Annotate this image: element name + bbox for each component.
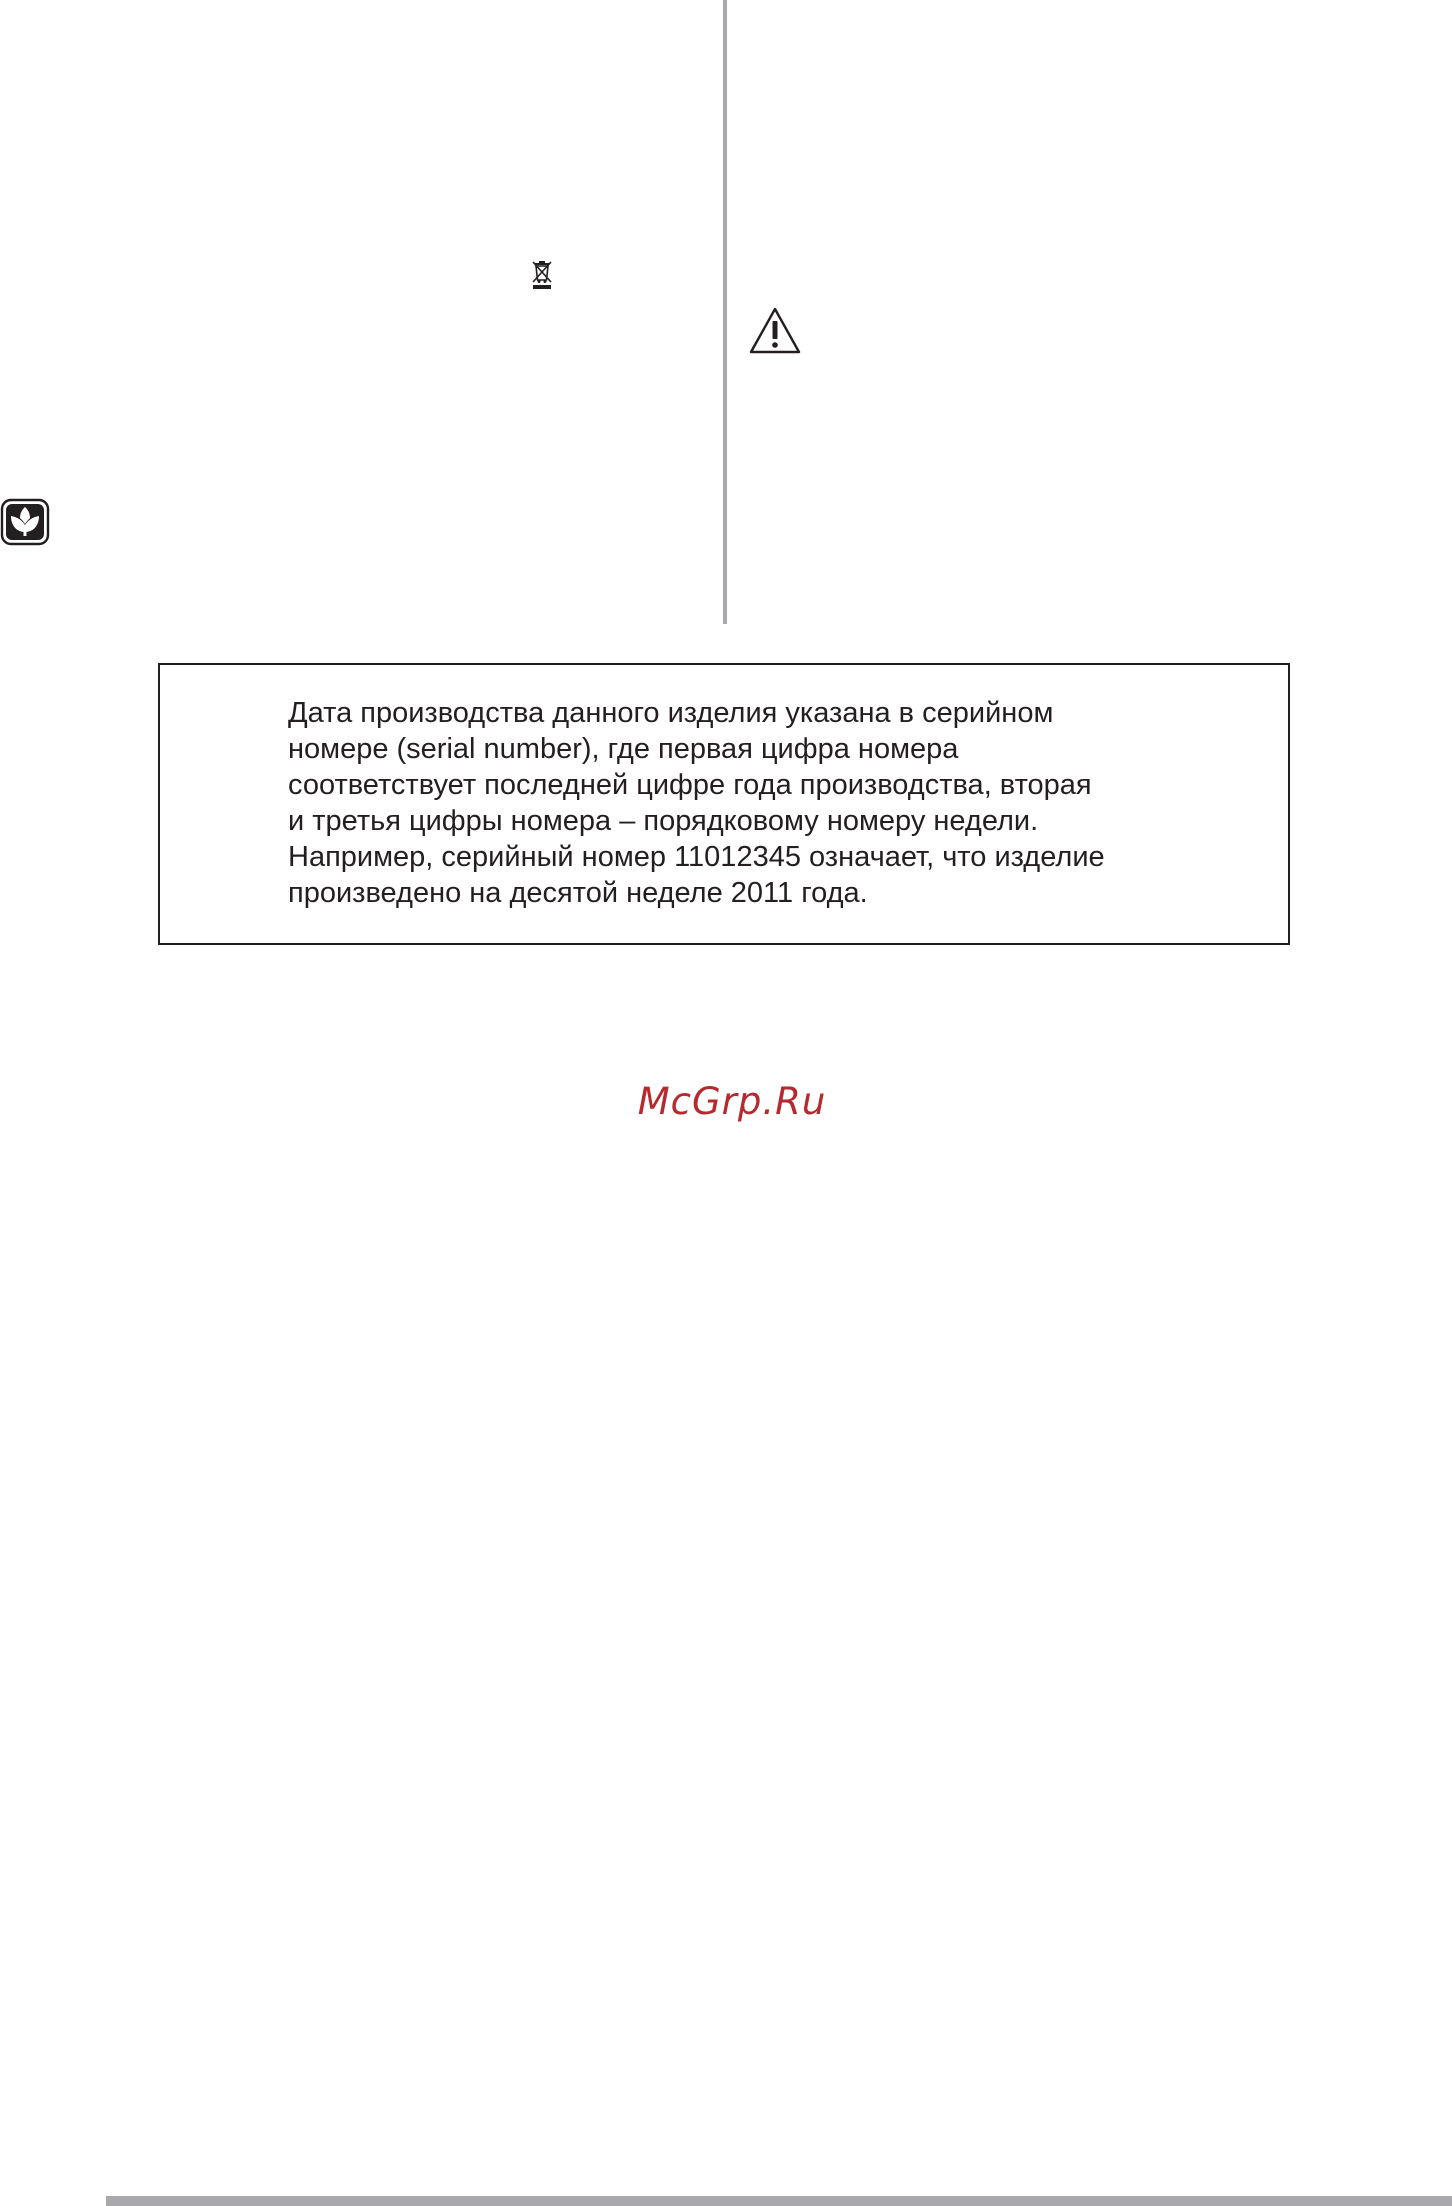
crossed-bin-icon (530, 258, 554, 290)
notice-line: произведено на десятой неделе 2011 года. (288, 877, 868, 909)
notice-line: Дата производства данного изделия указана в серийном (288, 697, 1054, 729)
warning-triangle-icon (748, 306, 802, 356)
manufacture-date-notice (158, 663, 1290, 945)
notice-line: номере (serial number), где первая цифра номера (288, 733, 959, 765)
notice-line: соответствует последней цифре года производства, вторая (288, 769, 1092, 801)
footer-bar (106, 2196, 1452, 2206)
notice-line: и третья цифры номера – порядковому номеру недели. (288, 805, 1039, 837)
notice-line: Например, серийный номер 11012345 означает, что изделие (288, 841, 1105, 873)
eco-leaf-icon (0, 498, 50, 546)
watermark: McGrp.Ru (637, 1080, 827, 1123)
notice-text (288, 695, 1268, 911)
column-divider (723, 0, 727, 624)
